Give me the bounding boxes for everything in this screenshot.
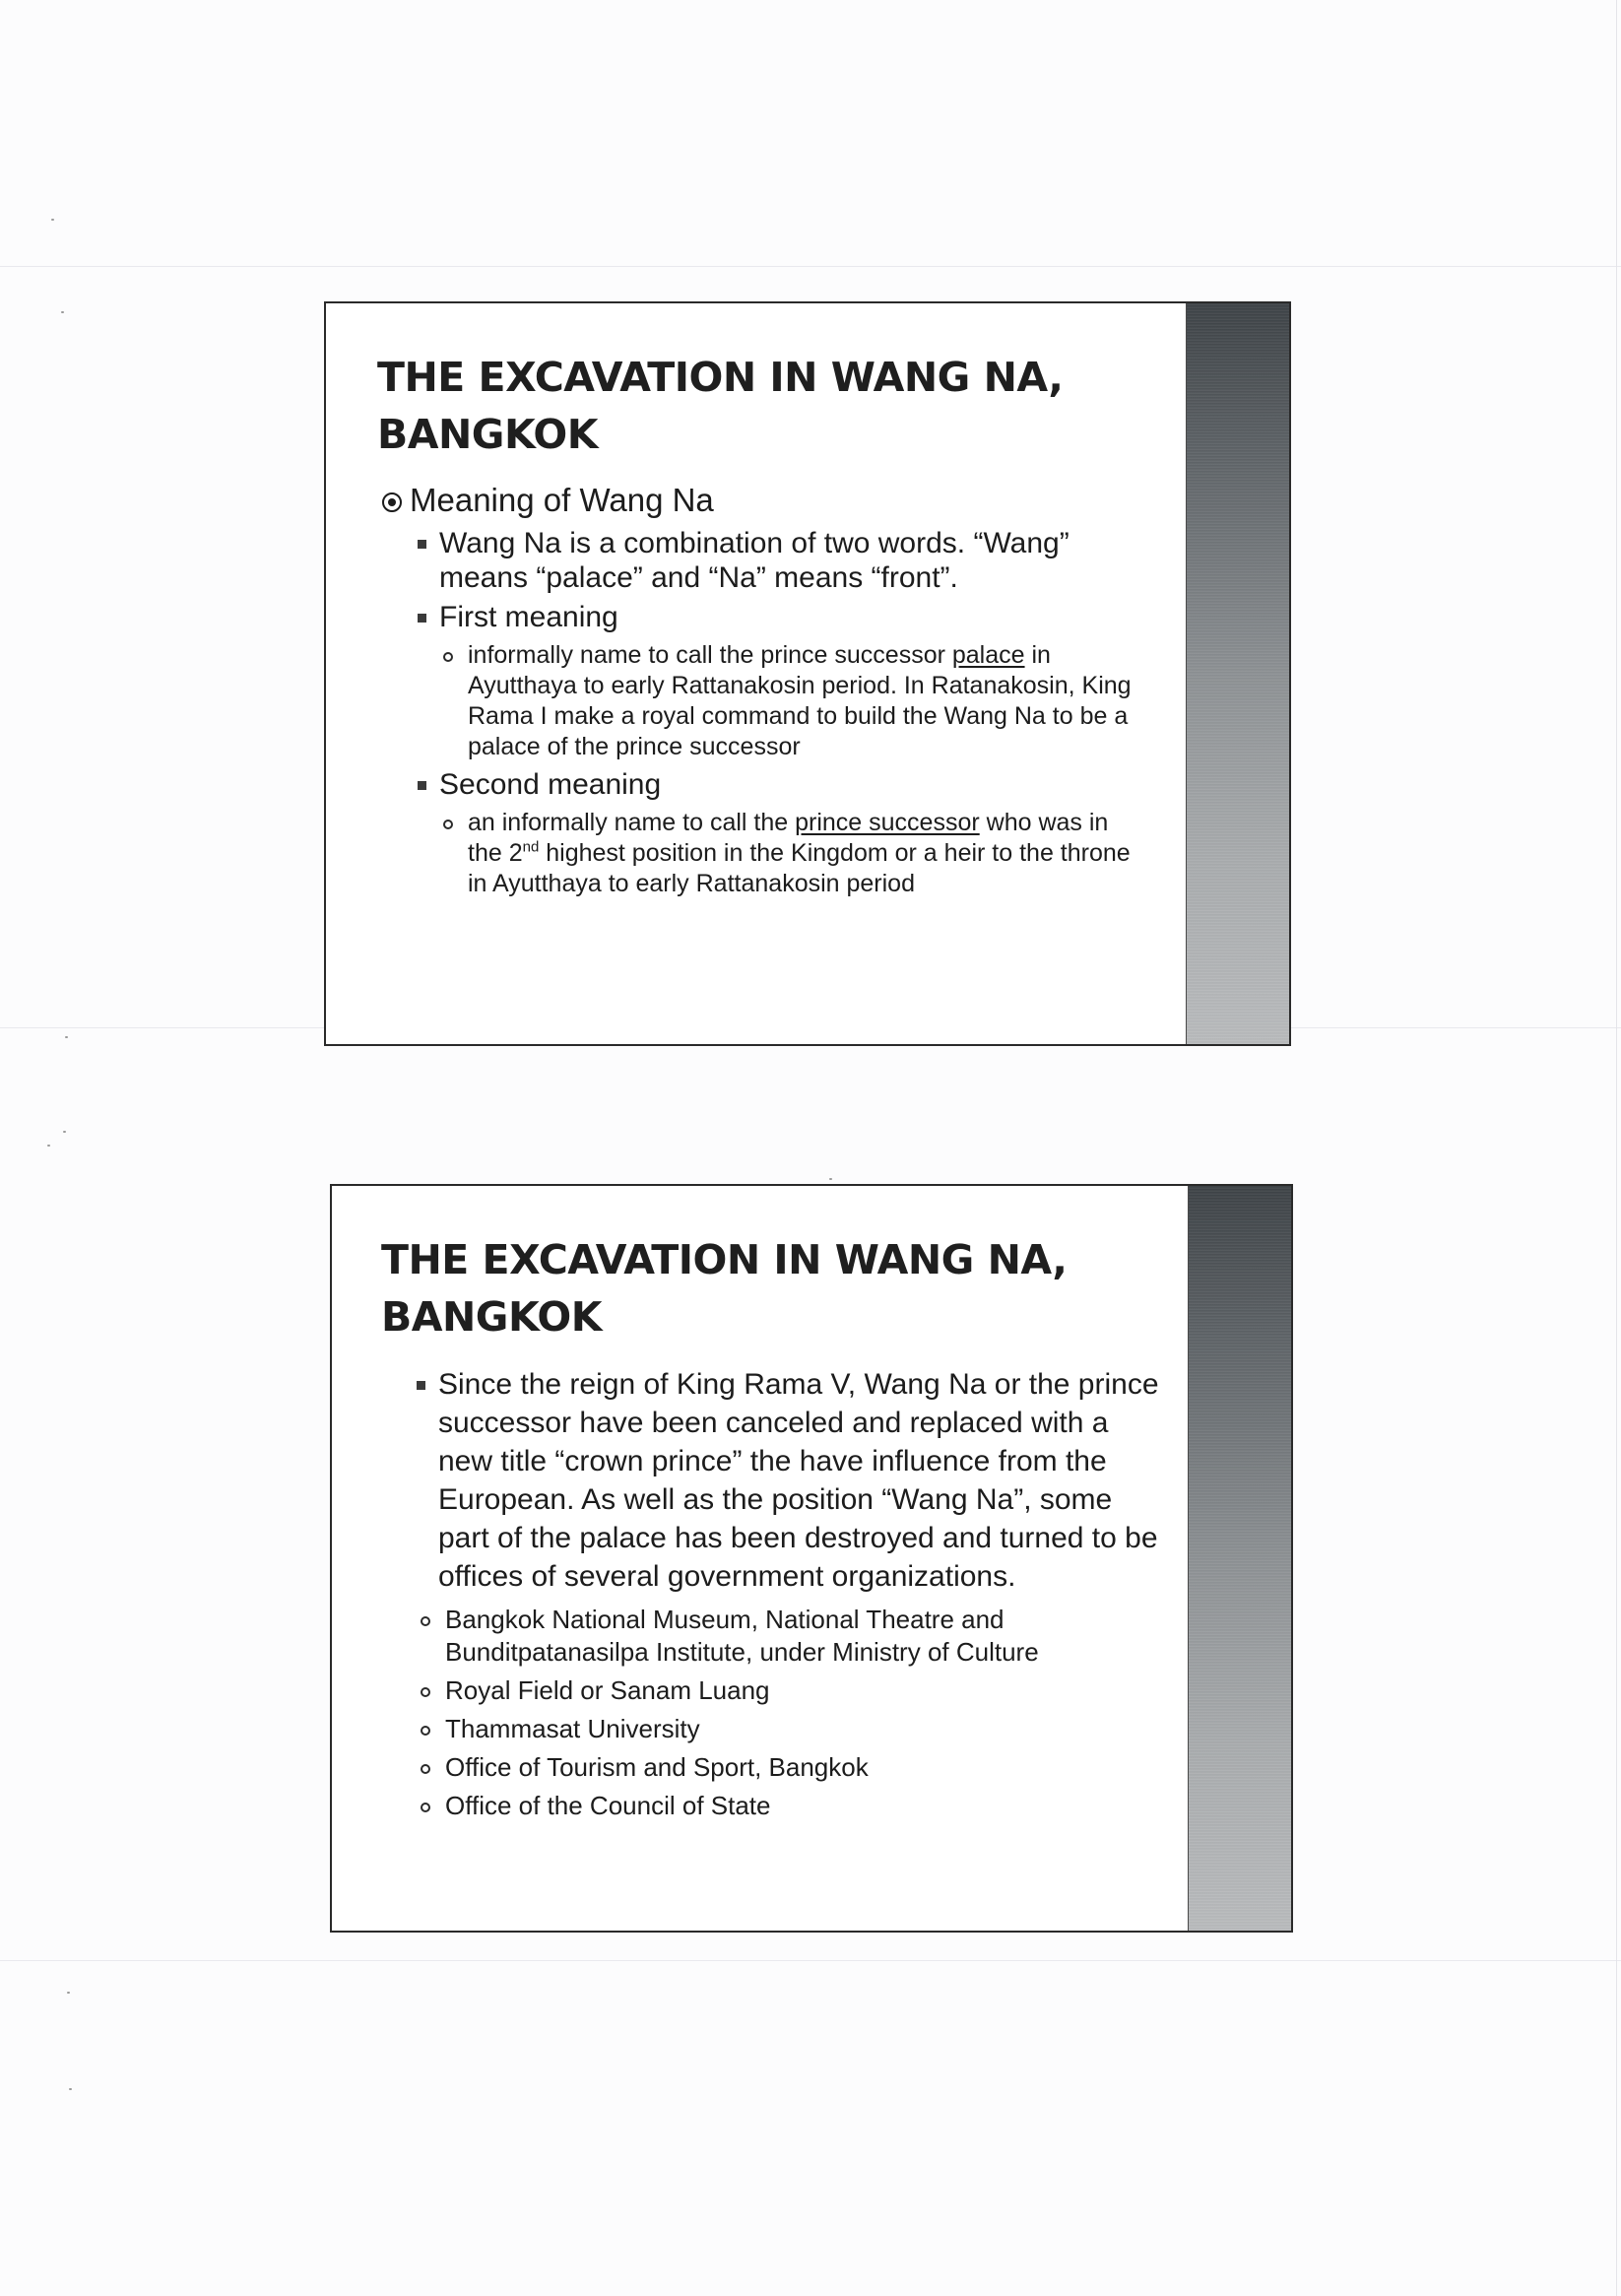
scan-speck <box>47 1145 50 1147</box>
bullet-text: First meaning <box>439 601 618 633</box>
sub-list-item <box>421 1713 1130 1745</box>
scan-edge <box>1616 0 1617 2296</box>
sub-list-item <box>443 808 1133 899</box>
circle-bullet-icon <box>421 1803 430 1812</box>
circle-bullet-icon <box>421 1726 430 1736</box>
list-item <box>417 1365 1165 1596</box>
sub-list-item <box>421 1790 1130 1822</box>
sub-bullet-text: Bangkok National Museum, National Theatre and Bunditpatanasilpa Institute, under Ministry of Culture <box>445 1605 1039 1667</box>
sub-bullet-text: Office of Tourism and Sport, Bangkok <box>445 1752 869 1782</box>
square-bullet-icon <box>417 1381 425 1390</box>
scan-speck <box>51 219 54 221</box>
circle-bullet-icon <box>443 652 453 662</box>
circle-bullet-icon <box>421 1616 430 1626</box>
square-bullet-icon <box>418 614 426 623</box>
circle-bullet-icon <box>421 1687 430 1697</box>
sub-bullet-text: an informally name to call the prince successor who was in the 2nd highest position in the Kingdom or a heir to the throne in Ayutthaya to early Rattanakosin period <box>468 809 1131 897</box>
scan-speck <box>61 311 64 313</box>
underlined-term: prince successor <box>795 809 980 836</box>
sub-bullet-text: Office of the Council of State <box>445 1791 771 1820</box>
slide-title-line: THE EXCAVATION IN WANG NA, <box>381 1236 1068 1283</box>
sub-list-item <box>421 1674 1130 1707</box>
sub-bullet-text: informally name to call the prince successor palace in Ayutthaya to early Rattanakosin period. In Ratanakosin, King Rama I make a royal command to build the Wang Na to be a palace of the prince successor <box>468 641 1132 760</box>
scan-line <box>0 266 1621 267</box>
list-item <box>418 599 1180 636</box>
scan-line <box>0 1960 1621 1961</box>
bullet-heading: Meaning of Wang Na <box>410 482 714 518</box>
underlined-term: palace <box>951 641 1025 669</box>
bullet-text: Second meaning <box>439 768 662 801</box>
scan-speck <box>63 1131 66 1133</box>
list-item <box>418 526 1180 595</box>
sub-bullet-text: Royal Field or Sanam Luang <box>445 1675 770 1705</box>
sub-list-item <box>421 1604 1130 1669</box>
slide-title-line: BANGKOK <box>377 411 599 458</box>
target-bullet-icon <box>382 492 402 512</box>
scan-speck <box>69 2088 72 2090</box>
slide-2 <box>330 1184 1293 1933</box>
sub-bullet-text: Thammasat University <box>445 1714 700 1743</box>
scan-speck <box>829 1178 832 1180</box>
scan-speck <box>67 1992 70 1994</box>
sub-list <box>417 1604 1165 1822</box>
circle-bullet-icon <box>443 820 453 829</box>
heading-bullet <box>382 481 1180 520</box>
slide-title-line: BANGKOK <box>381 1293 603 1341</box>
sub-list-item <box>443 640 1133 762</box>
sub-list-item <box>421 1751 1130 1784</box>
bullet-text: Since the reign of King Rama V, Wang Na or the prince successor have been canceled and replaced with a new title “crown prince” the have influence from the European. As well as the position “Wang Na”, some part of the palace has been destroyed and turned to be offices of several government organizations. <box>438 1368 1159 1593</box>
slide-title <box>377 349 1064 463</box>
bullet-text: Wang Na is a combination of two words. “Wang” means “palace” and “Na” means “front”. <box>439 527 1070 594</box>
square-bullet-icon <box>418 540 426 549</box>
slide-body <box>382 481 1180 903</box>
slide-sidebar <box>1188 1186 1291 1931</box>
slide-title-line: THE EXCAVATION IN WANG NA, <box>377 354 1064 401</box>
square-bullet-icon <box>418 781 426 790</box>
slide-body <box>417 1365 1165 1828</box>
list-item <box>418 766 1180 804</box>
slide-sidebar <box>1186 303 1289 1044</box>
circle-bullet-icon <box>421 1764 430 1774</box>
slide-title <box>381 1231 1068 1345</box>
scan-speck <box>65 1036 68 1038</box>
slide-1 <box>324 301 1291 1046</box>
